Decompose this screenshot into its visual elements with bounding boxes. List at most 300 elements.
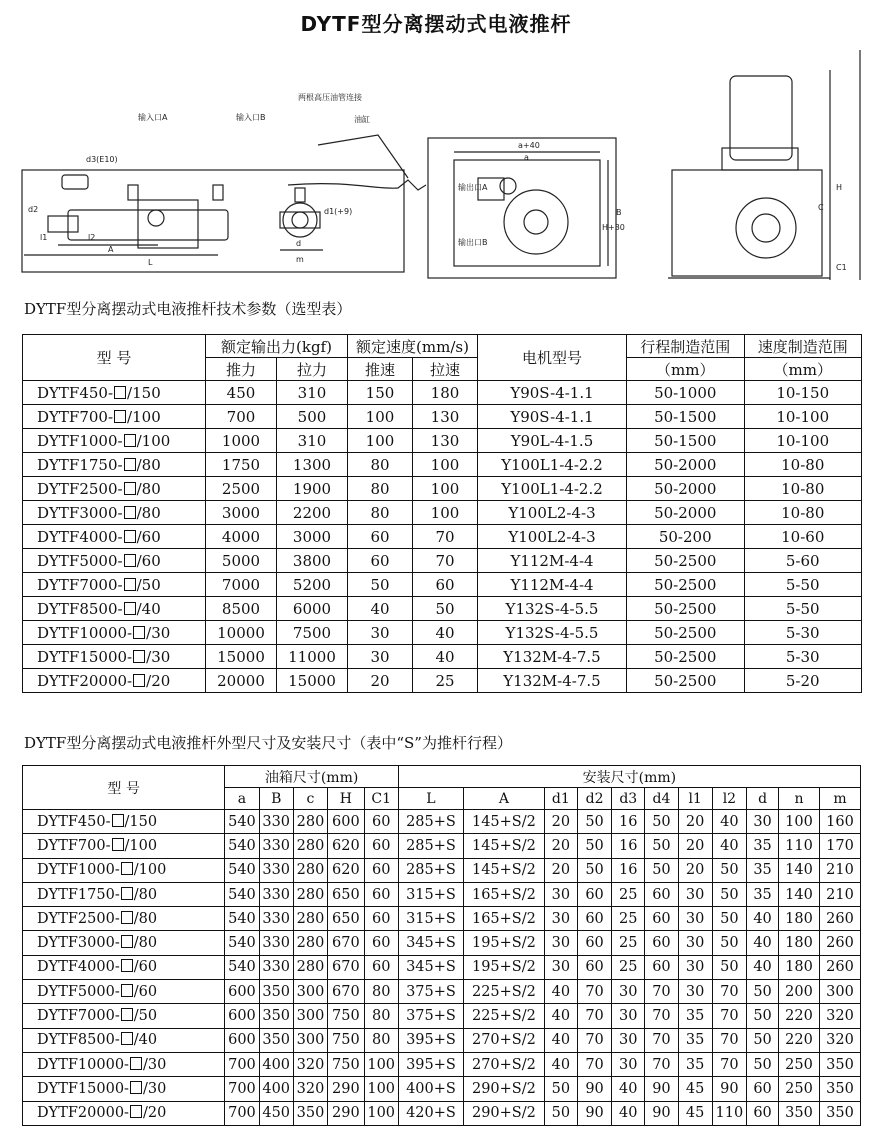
cell-pull: 1900 xyxy=(277,477,348,501)
dim-cell: 40 xyxy=(712,810,746,834)
cell-sr: 10-80 xyxy=(744,453,862,477)
model-prefix: DYTF15000- xyxy=(37,1080,129,1097)
dim-cell: 110 xyxy=(712,1101,746,1125)
cell-push: 700 xyxy=(206,405,277,429)
spec-header-motor: 电机型号 xyxy=(478,335,627,381)
dim-cell: 540 xyxy=(225,931,259,955)
dim-table-body xyxy=(23,810,861,1126)
cell-sr: 5-20 xyxy=(744,669,862,693)
table-row xyxy=(23,525,862,549)
dim-cell: 400 xyxy=(259,1052,293,1076)
dim-cell: 20 xyxy=(544,858,577,882)
dim-cell: 700 xyxy=(225,1077,259,1101)
model-prefix: DYTF1000- xyxy=(37,431,123,450)
dim-cell: 45 xyxy=(678,1077,712,1101)
dim-cell: 330 xyxy=(259,931,293,955)
dim-cell: 16 xyxy=(612,858,645,882)
dim-cell: 345+S xyxy=(398,931,463,955)
label-c: C xyxy=(818,203,824,212)
cell-ps: 100 xyxy=(348,429,413,453)
dim-cell: 300 xyxy=(293,1028,327,1052)
motor-flange xyxy=(504,190,568,254)
cell-pull: 2200 xyxy=(277,501,348,525)
label-port-b: 输入口B xyxy=(236,113,266,122)
dim-cell: 20 xyxy=(678,858,712,882)
cell-ps: 30 xyxy=(348,621,413,645)
cell-pls: 100 xyxy=(413,453,478,477)
table-row xyxy=(23,573,862,597)
drawing-svg xyxy=(18,40,864,290)
stroke-placeholder-box xyxy=(114,386,126,399)
spec-header-model: 型 号 xyxy=(23,335,206,381)
dim-cell: 620 xyxy=(328,834,364,858)
model-prefix: DYTF3000- xyxy=(37,935,120,952)
table-row xyxy=(23,858,861,882)
stroke-placeholder-box xyxy=(121,984,133,997)
dim-col-header: m xyxy=(819,788,860,810)
cell-stroke: 50-200 xyxy=(627,525,745,549)
stroke-placeholder-box xyxy=(124,578,136,591)
model-cell xyxy=(23,1004,225,1028)
dim-cell: 60 xyxy=(364,858,398,882)
model-prefix: DYTF700- xyxy=(37,407,114,426)
dim-cell: 70 xyxy=(645,980,678,1004)
cell-pls: 25 xyxy=(413,669,478,693)
dim-cell: 35 xyxy=(747,834,779,858)
dim-cell: 90 xyxy=(577,1077,611,1101)
dim-cell: 285+S xyxy=(398,834,463,858)
table-row xyxy=(23,477,862,501)
dim-cell: 50 xyxy=(645,858,678,882)
stroke-placeholder-box xyxy=(121,911,133,924)
model-cell xyxy=(23,453,206,477)
model-prefix: DYTF5000- xyxy=(37,551,123,570)
dim-cell: 25 xyxy=(612,955,645,979)
model-suffix: /20 xyxy=(142,1105,167,1122)
dim-cell: 100 xyxy=(364,1052,398,1076)
dim-cell: 30 xyxy=(612,1028,645,1052)
dim-cell: 450 xyxy=(259,1101,293,1125)
dim-cell: 260 xyxy=(819,931,860,955)
dim-cell: 30 xyxy=(678,955,712,979)
spec-table-caption: DYTF型分离摆动式电液推杆技术参数（选型表） xyxy=(24,300,352,318)
cell-motor: Y132M-4-7.5 xyxy=(478,669,627,693)
model-suffix: /50 xyxy=(133,1008,158,1025)
dim-cell: 50 xyxy=(747,1028,779,1052)
table-row xyxy=(23,1101,861,1125)
cell-pls: 40 xyxy=(413,645,478,669)
cell-push: 20000 xyxy=(206,669,277,693)
cell-stroke: 50-2500 xyxy=(627,645,745,669)
cell-motor: Y112M-4-4 xyxy=(478,549,627,573)
cell-sr: 5-50 xyxy=(744,573,862,597)
cell-pull: 1300 xyxy=(277,453,348,477)
model-cell xyxy=(23,1077,225,1101)
label-d2: d2 xyxy=(28,205,39,214)
cell-ps: 20 xyxy=(348,669,413,693)
dim-col-header: d xyxy=(747,788,779,810)
table-row xyxy=(23,931,861,955)
cell-sr: 10-80 xyxy=(744,477,862,501)
dim-cell: 600 xyxy=(225,1004,259,1028)
dim-cell: 70 xyxy=(577,980,611,1004)
dim-cell: 30 xyxy=(678,882,712,906)
dim-cell: 50 xyxy=(544,1101,577,1125)
tank-front xyxy=(454,160,600,266)
dim-cell: 290 xyxy=(328,1077,364,1101)
dim-cell: 40 xyxy=(544,1028,577,1052)
dim-cell: 40 xyxy=(612,1101,645,1125)
dim-header-install: 安装尺寸(mm) xyxy=(398,766,860,788)
cell-pls: 50 xyxy=(413,597,478,621)
dim-cell: 70 xyxy=(645,1028,678,1052)
cell-stroke: 50-2000 xyxy=(627,453,745,477)
cell-motor: Y100L1-4-2.2 xyxy=(478,453,627,477)
spec-header-mm2: （mm） xyxy=(744,358,862,381)
dim-cell: 20 xyxy=(678,810,712,834)
stroke-placeholder-box xyxy=(133,674,145,687)
cell-pls: 180 xyxy=(413,381,478,405)
dim-cell: 540 xyxy=(225,882,259,906)
dim-cell: 350 xyxy=(819,1052,860,1076)
label-l1: l1 xyxy=(40,233,48,242)
model-prefix: DYTF5000- xyxy=(37,983,120,1000)
dim-cell: 280 xyxy=(293,955,327,979)
dim-cell: 600 xyxy=(225,980,259,1004)
dim-cell: 145+S/2 xyxy=(464,810,545,834)
stroke-placeholder-box xyxy=(124,458,136,471)
cell-stroke: 50-2000 xyxy=(627,501,745,525)
dim-cell: 50 xyxy=(712,955,746,979)
cell-pull: 3000 xyxy=(277,525,348,549)
dim-cell: 750 xyxy=(328,1028,364,1052)
side-flange xyxy=(736,198,796,258)
dim-cell: 25 xyxy=(612,907,645,931)
cell-stroke: 50-1000 xyxy=(627,381,745,405)
dim-cell: 35 xyxy=(678,1052,712,1076)
label-b: B xyxy=(616,208,622,217)
drawing-frame-middle xyxy=(428,138,616,278)
cell-motor: Y132M-4-7.5 xyxy=(478,645,627,669)
model-prefix: DYTF450- xyxy=(37,813,111,830)
model-prefix: DYTF3000- xyxy=(37,503,123,522)
dim-cell: 280 xyxy=(293,931,327,955)
model-prefix: DYTF10000- xyxy=(37,1056,129,1073)
dim-cell: 375+S xyxy=(398,1004,463,1028)
model-cell xyxy=(23,810,225,834)
stroke-placeholder-box xyxy=(130,1057,142,1070)
dim-col-header: d2 xyxy=(577,788,611,810)
model-suffix: /20 xyxy=(146,671,171,690)
cell-pull: 6000 xyxy=(277,597,348,621)
stroke-placeholder-box xyxy=(124,482,136,495)
table-row xyxy=(23,621,862,645)
spec-header-stroke: 行程制造范围 xyxy=(627,335,745,358)
dim-cell: 60 xyxy=(364,882,398,906)
model-suffix: /80 xyxy=(136,503,161,522)
table-row xyxy=(23,882,861,906)
dim-cell: 320 xyxy=(293,1077,327,1101)
label-port-a: 输入口A xyxy=(138,113,168,122)
model-prefix: DYTF2500- xyxy=(37,479,123,498)
cell-motor: Y90S-4-1.1 xyxy=(478,381,627,405)
dim-col-header: d4 xyxy=(645,788,678,810)
model-cell xyxy=(23,931,225,955)
model-suffix: /80 xyxy=(136,455,161,474)
stroke-placeholder-box xyxy=(112,814,124,827)
dim-cell: 330 xyxy=(259,907,293,931)
dim-cell: 320 xyxy=(293,1052,327,1076)
dim-cell: 60 xyxy=(577,955,611,979)
cell-stroke: 50-1500 xyxy=(627,405,745,429)
dim-cell: 260 xyxy=(819,955,860,979)
dim-cell: 350 xyxy=(259,1028,293,1052)
model-cell xyxy=(23,907,225,931)
model-suffix: /80 xyxy=(133,886,158,903)
model-suffix: /30 xyxy=(142,1056,167,1073)
cell-pull: 11000 xyxy=(277,645,348,669)
model-suffix: /100 xyxy=(127,407,161,426)
dim-cell: 40 xyxy=(747,955,779,979)
dim-cell: 330 xyxy=(259,810,293,834)
model-prefix: DYTF450- xyxy=(37,383,114,402)
dim-header-tank: 油箱尺寸(mm) xyxy=(225,766,399,788)
cell-sr: 5-60 xyxy=(744,549,862,573)
dim-col-header: L xyxy=(398,788,463,810)
spec-header-force: 额定输出力(kgf) xyxy=(206,335,348,358)
dim-cell: 60 xyxy=(577,931,611,955)
model-cell xyxy=(23,955,225,979)
model-prefix: DYTF10000- xyxy=(37,623,133,642)
cell-sr: 10-80 xyxy=(744,501,862,525)
dim-cell: 30 xyxy=(612,980,645,1004)
cell-pull: 7500 xyxy=(277,621,348,645)
label-h30: H+30 xyxy=(602,223,625,232)
model-prefix: DYTF1750- xyxy=(37,455,123,474)
cell-motor: Y132S-4-5.5 xyxy=(478,621,627,645)
dim-cell: 90 xyxy=(577,1101,611,1125)
model-cell xyxy=(23,573,206,597)
port-circle xyxy=(148,210,164,226)
cell-stroke: 50-2500 xyxy=(627,621,745,645)
dim-cell: 70 xyxy=(712,980,746,1004)
side-view-circle xyxy=(283,203,317,237)
dim-cell: 60 xyxy=(645,931,678,955)
dim-cell: 70 xyxy=(577,1004,611,1028)
dim-col-header: l1 xyxy=(678,788,712,810)
dim-cell: 650 xyxy=(328,907,364,931)
dim-cell: 60 xyxy=(364,907,398,931)
table-row xyxy=(23,1077,861,1101)
dim-cell: 620 xyxy=(328,858,364,882)
model-prefix: DYTF8500- xyxy=(37,1032,120,1049)
stroke-placeholder-box xyxy=(124,506,136,519)
model-suffix: /100 xyxy=(124,837,158,854)
table-row xyxy=(23,1052,861,1076)
cell-sr: 10-100 xyxy=(744,429,862,453)
model-cell xyxy=(23,645,206,669)
dim-cell: 60 xyxy=(747,1101,779,1125)
label-tank: 油缸 xyxy=(354,115,370,124)
label-m: m xyxy=(296,255,304,264)
table-row xyxy=(23,405,862,429)
dim-cell: 30 xyxy=(747,810,779,834)
dim-col-header: B xyxy=(259,788,293,810)
dim-col-header: c xyxy=(293,788,327,810)
dim-cell: 280 xyxy=(293,882,327,906)
cell-pull: 500 xyxy=(277,405,348,429)
cell-sr: 10-60 xyxy=(744,525,862,549)
cell-motor: Y90S-4-1.1 xyxy=(478,405,627,429)
dim-cell: 60 xyxy=(645,907,678,931)
dim-cell: 280 xyxy=(293,834,327,858)
cell-ps: 30 xyxy=(348,645,413,669)
cell-pls: 100 xyxy=(413,501,478,525)
model-suffix: /30 xyxy=(146,623,171,642)
cell-pull: 310 xyxy=(277,381,348,405)
dim-cell: 400 xyxy=(259,1077,293,1101)
cell-push: 4000 xyxy=(206,525,277,549)
model-cell xyxy=(23,882,225,906)
dim-cell: 80 xyxy=(364,980,398,1004)
cell-sr: 5-30 xyxy=(744,621,862,645)
dim-cell: 40 xyxy=(544,1052,577,1076)
table-row xyxy=(23,645,862,669)
dim-cell: 30 xyxy=(612,1004,645,1028)
dim-cell: 60 xyxy=(364,931,398,955)
dim-cell: 600 xyxy=(225,1028,259,1052)
stroke-placeholder-box xyxy=(114,410,126,423)
cell-push: 2500 xyxy=(206,477,277,501)
spec-header-mm1: （mm） xyxy=(627,358,745,381)
dim-cell: 330 xyxy=(259,955,293,979)
model-suffix: /100 xyxy=(136,431,171,450)
cell-pull: 15000 xyxy=(277,669,348,693)
dim-cell: 60 xyxy=(645,955,678,979)
dim-cell: 50 xyxy=(712,858,746,882)
dim-cell: 25 xyxy=(612,931,645,955)
model-suffix: /30 xyxy=(146,647,171,666)
model-prefix: DYTF7000- xyxy=(37,1008,120,1025)
cell-stroke: 50-2500 xyxy=(627,549,745,573)
dim-cell: 285+S xyxy=(398,858,463,882)
dim-cell: 420+S xyxy=(398,1101,463,1125)
dim-col-header: C1 xyxy=(364,788,398,810)
dim-cell: 50 xyxy=(544,1077,577,1101)
dim-cell: 35 xyxy=(678,1028,712,1052)
spec-header-pull: 拉力 xyxy=(277,358,348,381)
spec-table xyxy=(22,334,862,693)
stroke-placeholder-box xyxy=(130,1081,142,1094)
cell-ps: 60 xyxy=(348,549,413,573)
dim-cell: 40 xyxy=(747,931,779,955)
model-suffix: /100 xyxy=(133,862,167,879)
stroke-placeholder-box xyxy=(121,1008,133,1021)
dim-cell: 25 xyxy=(612,882,645,906)
dim-cell: 100 xyxy=(779,810,820,834)
cell-pull: 5200 xyxy=(277,573,348,597)
cell-ps: 100 xyxy=(348,405,413,429)
dim-cell: 50 xyxy=(577,810,611,834)
cell-push: 5000 xyxy=(206,549,277,573)
dim-cell: 600 xyxy=(328,810,364,834)
cell-push: 7000 xyxy=(206,573,277,597)
dim-cell: 540 xyxy=(225,834,259,858)
dim-cell: 540 xyxy=(225,858,259,882)
dim-cell: 350 xyxy=(779,1101,820,1125)
dim-cell: 540 xyxy=(225,907,259,931)
stroke-placeholder-box xyxy=(121,959,133,972)
model-cell xyxy=(23,980,225,1004)
stroke-placeholder-box xyxy=(121,862,133,875)
dim-cell: 30 xyxy=(544,955,577,979)
cell-stroke: 50-2500 xyxy=(627,573,745,597)
stroke-placeholder-box xyxy=(124,602,136,615)
table-row xyxy=(23,597,862,621)
model-suffix: /40 xyxy=(136,599,161,618)
cell-pull: 3800 xyxy=(277,549,348,573)
table-row xyxy=(23,980,861,1004)
dim-cell: 375+S xyxy=(398,980,463,1004)
dim-cell: 290 xyxy=(328,1101,364,1125)
dim-cell: 270+S/2 xyxy=(464,1052,545,1076)
cell-ps: 50 xyxy=(348,573,413,597)
table-row xyxy=(23,810,861,834)
model-suffix: /60 xyxy=(136,551,161,570)
cell-push: 1750 xyxy=(206,453,277,477)
dim-cell: 35 xyxy=(747,882,779,906)
label-a-dim: A xyxy=(108,245,114,254)
dim-cell: 70 xyxy=(645,1004,678,1028)
dim-header-model: 型 号 xyxy=(23,766,225,810)
label-l-dim: L xyxy=(148,258,153,267)
dim-cell: 290+S/2 xyxy=(464,1077,545,1101)
dim-cell: 345+S xyxy=(398,955,463,979)
model-prefix: DYTF1000- xyxy=(37,862,120,879)
cell-ps: 40 xyxy=(348,597,413,621)
label-a: a xyxy=(524,153,529,162)
dim-cell: 145+S/2 xyxy=(464,858,545,882)
dim-cell: 35 xyxy=(678,1004,712,1028)
table-row xyxy=(23,429,862,453)
label-pipe: 两根高压油管连接 xyxy=(298,93,362,102)
model-prefix: DYTF15000- xyxy=(37,647,133,666)
technical-drawing xyxy=(18,40,864,290)
dim-cell: 60 xyxy=(577,882,611,906)
stroke-placeholder-box xyxy=(124,554,136,567)
dim-cell: 70 xyxy=(712,1052,746,1076)
dim-col-header: H xyxy=(328,788,364,810)
stroke-placeholder-box xyxy=(124,530,136,543)
dim-cell: 285+S xyxy=(398,810,463,834)
dim-cell: 220 xyxy=(779,1028,820,1052)
dim-cell: 540 xyxy=(225,955,259,979)
dim-cell: 30 xyxy=(612,1052,645,1076)
cell-sr: 5-50 xyxy=(744,597,862,621)
dim-cell: 200 xyxy=(779,980,820,1004)
dim-col-header: n xyxy=(779,788,820,810)
dim-cell: 60 xyxy=(645,882,678,906)
dim-cell: 750 xyxy=(328,1004,364,1028)
stroke-placeholder-box xyxy=(130,1105,142,1118)
table-row xyxy=(23,381,862,405)
dim-table xyxy=(22,765,861,1126)
model-suffix: /80 xyxy=(133,935,158,952)
dim-cell: 140 xyxy=(779,882,820,906)
dim-col-header: a xyxy=(225,788,259,810)
cell-stroke: 50-2500 xyxy=(627,669,745,693)
label-in-b: 输出口B xyxy=(458,238,488,247)
